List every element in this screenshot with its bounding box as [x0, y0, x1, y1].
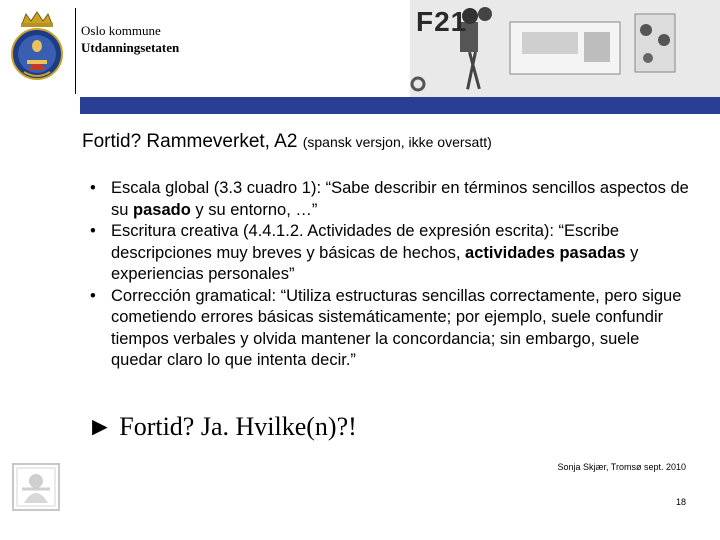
bullet-emphasis: actividades pasadas [465, 243, 626, 262]
oslo-emblem-icon [12, 463, 60, 511]
bullet-text: y su entorno, …” [190, 200, 318, 219]
bullet-text: y experiencias personales” [111, 243, 639, 283]
org-line-1: Oslo kommune [81, 23, 161, 38]
bullet-item [90, 178, 690, 221]
bullet-text: Escritura creativa (4.4.1.2. Actividades de expresión escrita): “Escribe descripciones muy breves y básicas de hechos, [111, 222, 620, 262]
slide-title-main: Fortid? Rammeverket, A2 [82, 131, 298, 152]
bullet-text: Escala global (3.3 cuadro 1): “Sabe describir en términos sencillos aspectos de su [111, 179, 689, 219]
bullet-marker: • [90, 286, 96, 305]
bullet-list [90, 178, 690, 372]
bullet-item [90, 221, 690, 286]
header-banner-image [410, 0, 720, 98]
banner-title: F21 [416, 6, 468, 37]
slide-title [82, 131, 492, 153]
bullet-text: Corrección gramatical: “Utiliza estructuras sencillas correctamente, pero sigue cometiendo errores básicas sistemáticamente; por ejemplo, suele confundir tiempos verbales y olvida mantener la concordancia; sin embargo, suele quedar claro lo que intenta decir.” [111, 286, 682, 369]
oslo-coat-of-arms-logo [10, 10, 64, 86]
bullet-emphasis: pasado [133, 200, 191, 219]
header-divider [75, 8, 76, 94]
footer-author: Sonja Skjær, Tromsø sept. 2010 [557, 462, 686, 472]
org-line-2: Utdanningsetaten [81, 40, 180, 55]
bullet-item [90, 286, 690, 372]
header-accent-bar [80, 97, 720, 114]
page-number: 18 [675, 497, 686, 507]
organization-name [81, 22, 179, 56]
slide-title-subtitle: (spansk versjon, ikke oversatt) [302, 134, 492, 150]
bullet-marker: • [90, 222, 96, 240]
bullet-marker: • [90, 179, 96, 197]
conclusion-text: ► Fortid? Ja. Hvilke(n)?! [87, 412, 357, 441]
